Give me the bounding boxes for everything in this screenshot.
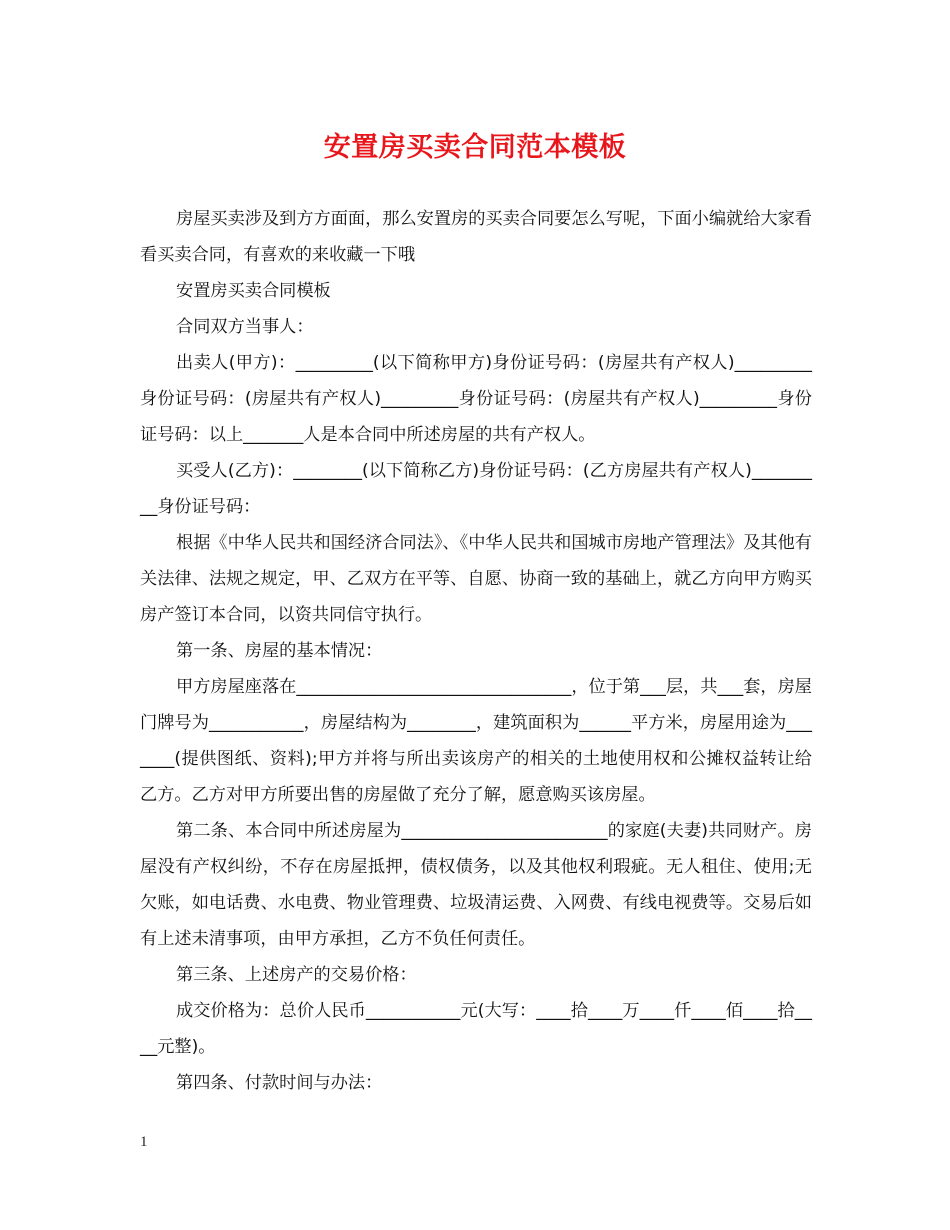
paragraph-template-heading: 安置房买卖合同模板: [176, 281, 331, 301]
paragraph-article-1-body: 甲方房屋座落在________________________________，位于第___层，共___套，房屋门牌号为___________，房屋结构为________，建筑面积为______平方米，房屋用途为_______(提供图纸、资料);甲方并将与所出卖该房产的相关的土地使用权和公摊权益转让给乙方。乙方对甲方所要出售的房屋做了充分了解，愿意购买该房屋。: [140, 677, 812, 805]
paragraph-article-2: 第二条、本合同中所述房屋为________________________的家庭(夫妻)共同财产。房屋没有产权纠纷，不存在房屋抵押，债权债务，以及其他权利瑕疵。无人租住、使用;无欠账，如电话费、水电费、物业管理费、垃圾清运费、入网费、有线电视费等。交易后如有上述未清事项，由甲方承担，乙方不负任何责任。: [140, 821, 812, 949]
paragraph-seller: 出卖人(甲方)：_________(以下简称甲方)身份证号码：(房屋共有产权人)_________身份证号码：(房屋共有产权人)_________身份证号码：(房屋共有产权人)_________身份证号码：以上_______人是本合同中所述房屋的共有产权人。: [140, 353, 812, 445]
paragraph-article-4-heading: 第四条、付款时间与办法：: [176, 1073, 383, 1093]
paragraph-legal-basis: 根据《中华人民共和国经济合同法》、《中华人民共和国城市房地产管理法》及其他有关法律、法规之规定，甲、乙双方在平等、自愿、协商一致的基础上，就乙方向甲方购买房产签订本合同，以资共同信守执行。: [140, 533, 812, 625]
paragraph-article-3-body: 成交价格为：总价人民币___________元(大写：____拾____万____仟____佰____拾____元整)。: [140, 1001, 812, 1057]
paragraph-buyer: 买受人(乙方)：________(以下简称乙方)身份证号码：(乙方房屋共有产权人)_________身份证号码：: [140, 461, 812, 517]
paragraph-article-3-heading: 第三条、上述房产的交易价格：: [176, 965, 417, 985]
paragraph-article-1-heading: 第一条、房屋的基本情况：: [176, 641, 383, 661]
document-body: [140, 201, 812, 1101]
document-title: 安置房买卖合同范本模板: [323, 132, 627, 163]
paragraph-parties-heading: 合同双方当事人：: [176, 317, 314, 337]
page-number: 1: [140, 1134, 148, 1150]
paragraph-intro: 房屋买卖涉及到方方面面，那么安置房的买卖合同要怎么写呢，下面小编就给大家看看买卖合同，有喜欢的来收藏一下哦: [140, 209, 812, 265]
